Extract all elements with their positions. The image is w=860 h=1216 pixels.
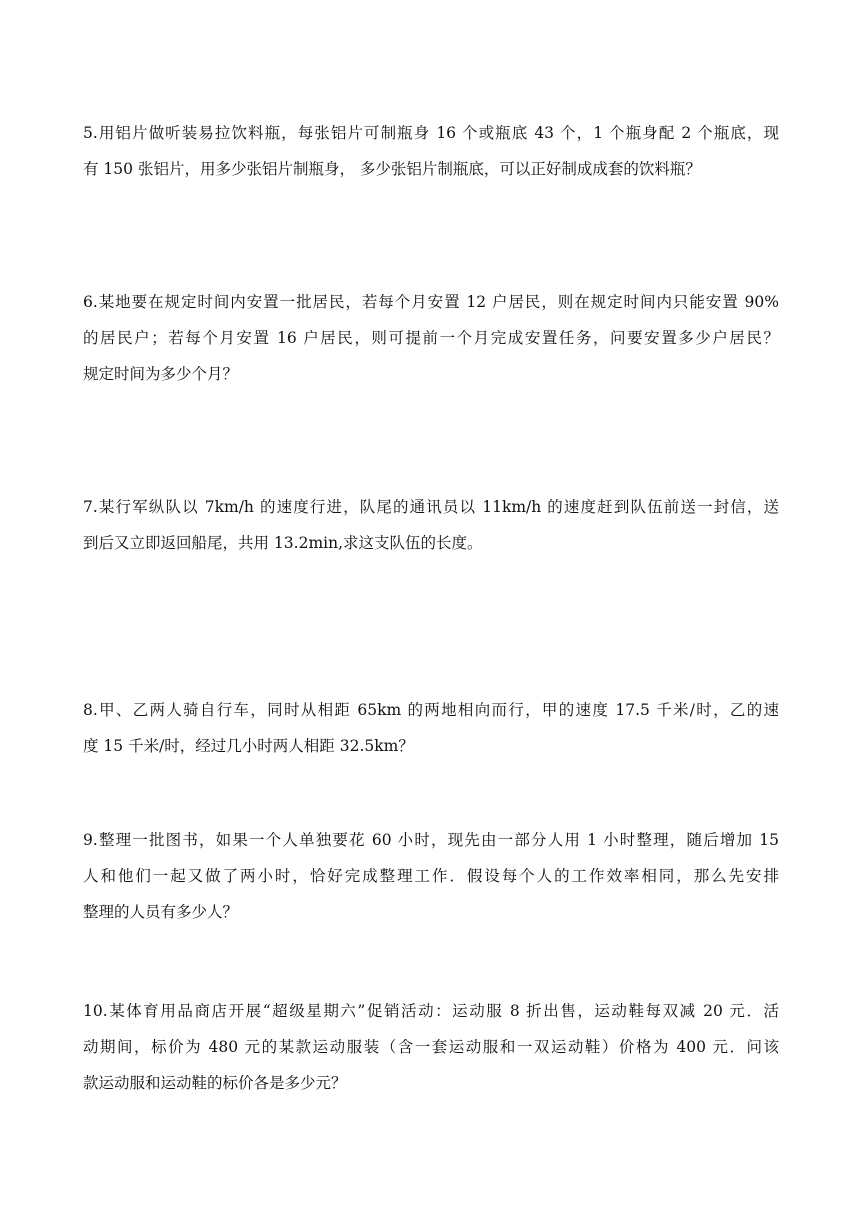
problem-7 [83, 489, 779, 561]
problem-8 [83, 692, 779, 764]
problem-6-line-2: 的居民户；若每个月安置 16 户居民，则可提前一个月完成安置任务，问要安置多少户居民？ [83, 329, 779, 347]
problem-5-line-2: 有 150 张铝片，用多少张铝片制瓶身， 多少张铝片制瓶底，可以正好制成成套的饮料瓶？ [83, 160, 701, 178]
problem-8-line-1: 8.甲、乙两人骑自行车，同时从相距 65km 的两地相向而行，甲的速度 17.5 千米/时，乙的速 [83, 701, 779, 719]
problem-10-line-3: 款运动服和运动鞋的标价各是多少元？ [83, 1074, 347, 1092]
problem-10 [83, 993, 779, 1101]
problem-10-line-2: 动期间，标价为 480 元的某款运动服装（含一套运动服和一双运动鞋）价格为 400 元．问该 [83, 1038, 779, 1056]
problem-9-line-2: 人和他们一起又做了两小时，恰好完成整理工作．假设每个人的工作效率相同，那么先安排 [83, 867, 779, 885]
problem-7-line-1: 7.某行军纵队以 7km/h 的速度行进，队尾的通讯员以 11km/h 的速度赶到队伍前送一封信，送 [83, 498, 779, 516]
problem-5-line-1: 5.用铝片做听装易拉饮料瓶，每张铝片可制瓶身 16 个或瓶底 43 个，1 个瓶身配 2 个瓶底，现 [83, 124, 779, 142]
problem-7-line-2: 到后又立即返回船尾，共用 13.2min,求这支队伍的长度。 [83, 534, 483, 552]
problem-9-line-3: 整理的人员有多少人？ [83, 903, 239, 921]
problem-6 [83, 284, 779, 392]
problem-10-line-1: 10.某体育用品商店开展“超级星期六”促销活动：运动服 8 折出售，运动鞋每双减 20 元．活 [83, 1002, 779, 1020]
problem-9 [83, 822, 779, 930]
problem-9-line-1: 9.整理一批图书，如果一个人单独要花 60 小时，现先由一部分人用 1 小时整理，随后增加 15 [83, 831, 779, 849]
problem-8-line-2: 度 15 千米/时，经过几小时两人相距 32.5km？ [83, 737, 414, 755]
problem-6-line-3: 规定时间为多少个月？ [83, 365, 239, 383]
problem-6-line-1: 6.某地要在规定时间内安置一批居民，若每个月安置 12 户居民，则在规定时间内只能安置 90% [83, 293, 779, 311]
problem-5 [83, 115, 779, 187]
